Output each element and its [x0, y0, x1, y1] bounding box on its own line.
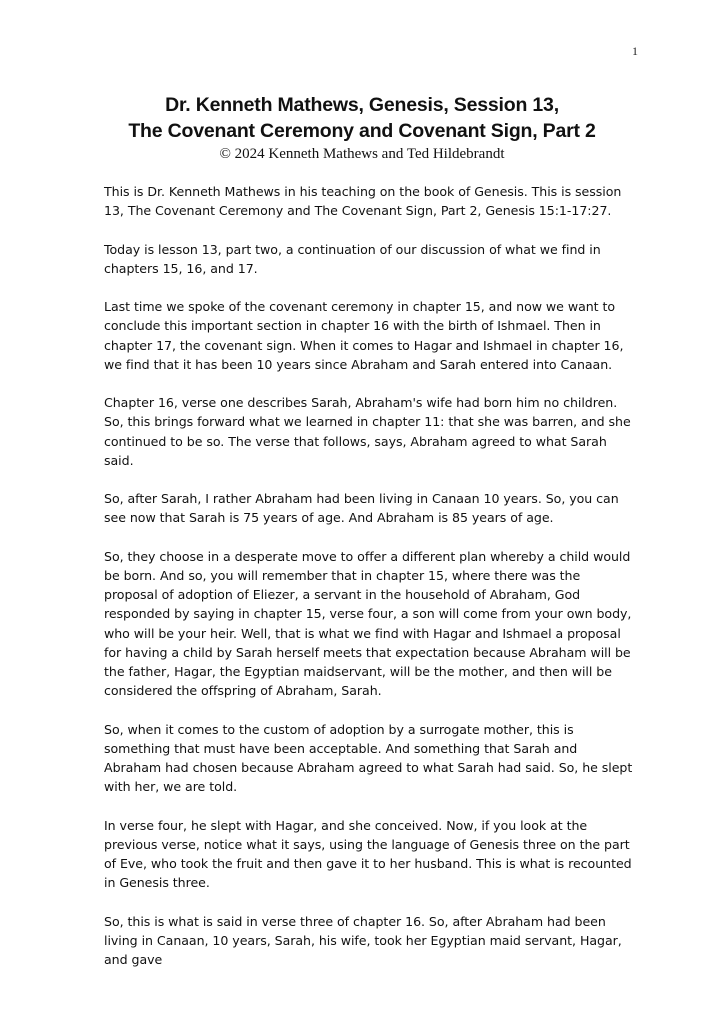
title-block [0, 92, 724, 163]
paragraph: In verse four, he slept with Hagar, and she conceived. Now, if you look at the previous verse, notice what it says, using the language of Genesis three on the part of Eve, who took the fruit and then gave it to her husband. This is what is recounted in Genesis three. [104, 817, 632, 891]
paragraph: So, when it comes to the custom of adoption by a surrogate mother, this is something that must have been acceptable. And something that Sarah and Abraham had chosen because Abraham agreed to what Sarah had said. So, he slept with her, we are told. [104, 721, 633, 795]
paragraph: So, they choose in a desperate move to offer a different plan whereby a child would be born. And so, you will remember that in chapter 15, where there was the proposal of adoption of Eliezer, a servant in the household of Abraham, God responded by saying in chapter 15, verse four, a son will come from your own body, who will be your heir. Well, that is what we find with Hagar and Ishmael a proposal for having a child by Sarah herself meets that expectation because Abraham will be the father, Hagar, the Egyptian maidservant, will be the mother, and then will be considered the offspring of Abraham, Sarah. [104, 548, 632, 699]
paragraph: This is Dr. Kenneth Mathews in his teaching on the book of Genesis. This is session 13, The Covenant Ceremony and The Covenant Sign, Part 2, Genesis 15:1-17:27. [104, 184, 622, 219]
transcript-body [104, 182, 634, 988]
paragraph: Last time we spoke of the covenant ceremony in chapter 15, and now we want to conclude this important section in chapter 16 with the birth of Ishmael. Then in chapter 17, the covenant sign. When it comes to Hagar and Ishmael in chapter 16, we find that it has been 10 years since Abraham and Sarah entered into Canaan. [104, 299, 624, 372]
page-title-line-1: Dr. Kenneth Mathews, Genesis, Session 13, [165, 94, 559, 116]
page-title-line-2: The Covenant Ceremony and Covenant Sign, Part 2 [128, 120, 596, 142]
paragraph: Today is lesson 13, part two, a continuation of our discussion of what we find in chapters 15, 16, and 17. [104, 241, 601, 276]
paragraph: Chapter 16, verse one describes Sarah, Abraham's wife had born him no children. So, this brings forward what we learned in chapter 11: that she was barren, and she continued to be so. The verse that follows, says, Abraham agreed to what Sarah said. [104, 395, 631, 468]
paragraph: So, after Sarah, I rather Abraham had been living in Canaan 10 years. So, you can see now that Sarah is 75 years of age. And Abraham is 85 years of age. [104, 491, 619, 526]
copyright-line: © 2024 Kenneth Mathews and Ted Hildebrandt [219, 146, 505, 162]
paragraph: So, this is what is said in verse three of chapter 16. So, after Abraham had been living in Canaan, 10 years, Sarah, his wife, took her Egyptian maid servant, Hagar, and gave [104, 913, 622, 967]
page-number: 1 [632, 44, 638, 58]
